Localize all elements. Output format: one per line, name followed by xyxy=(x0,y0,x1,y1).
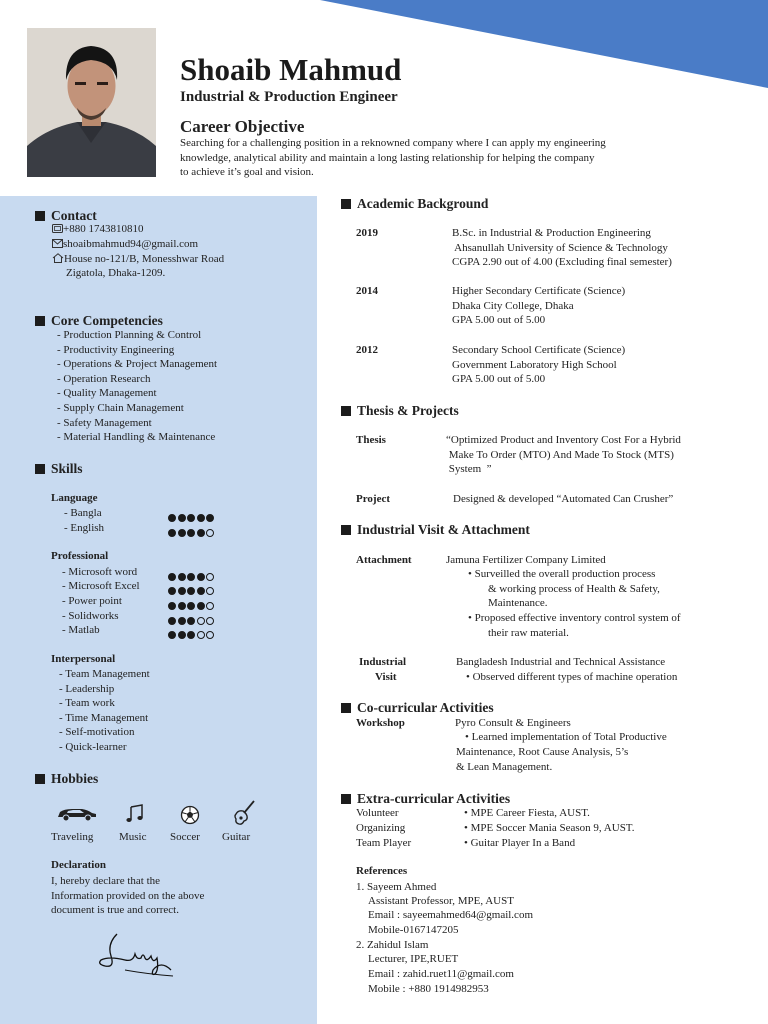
industrial-visit-heading xyxy=(341,522,530,538)
list-item: - Material Handling & Maintenance xyxy=(57,431,216,444)
rating-dot-filled xyxy=(168,573,176,581)
list-item: - Quick-learner xyxy=(59,740,127,753)
visit-line: • Observed different types of machine operation xyxy=(466,671,678,683)
skills-heading xyxy=(35,461,83,477)
reference-name: 1. Sayeem Ahmed xyxy=(356,881,437,893)
list-item: - Safety Management xyxy=(57,416,152,429)
activity-description: • MPE Career Fiesta, AUST. xyxy=(464,807,590,819)
contact-email xyxy=(52,238,198,250)
car-icon xyxy=(56,806,98,822)
academic-line: GPA 5.00 out of 5.00 xyxy=(452,314,546,327)
hobby-label: Soccer xyxy=(170,831,200,843)
rating-dot-filled xyxy=(197,573,205,581)
skill-rating xyxy=(168,524,216,542)
rating-dot-empty xyxy=(206,529,214,537)
academic-line: Dhaka City College, Dhaka xyxy=(452,299,574,312)
declaration-line: Information provided on the above xyxy=(51,889,205,902)
section-title: Thesis & Projects xyxy=(357,403,459,418)
workshop-line: & Lean Management. xyxy=(456,761,553,773)
skill-name: - English xyxy=(64,522,105,534)
visit-line: Bangladesh Industrial and Technical Assistance xyxy=(456,656,666,668)
bullet-square xyxy=(35,464,45,474)
rating-dot-empty xyxy=(206,587,214,595)
academic-entry xyxy=(452,285,625,329)
objective-line: knowledge, analytical ability and maintain a long lasting relationship for helping the company xyxy=(180,151,595,164)
thesis-label: Thesis xyxy=(356,434,386,446)
core-competencies-list xyxy=(57,329,217,446)
skill-rating xyxy=(168,626,216,644)
rating-dot-filled xyxy=(206,514,214,522)
rating-dot-filled xyxy=(178,617,186,625)
rating-dot-filled xyxy=(168,631,176,639)
contact-address xyxy=(52,253,224,265)
rating-dot-filled xyxy=(178,573,186,581)
skill-name: - Power point xyxy=(62,595,122,607)
rating-dot-empty xyxy=(206,631,214,639)
academic-line: Ahsanullah University of Science & Technology xyxy=(452,241,668,254)
rating-dot-filled xyxy=(197,514,205,522)
core-competencies-heading xyxy=(35,313,163,329)
academic-line: Secondary School Certificate (Science) xyxy=(452,344,626,356)
cocurricular-heading xyxy=(341,700,494,716)
rating-dot-filled xyxy=(197,602,205,610)
hobbies-heading xyxy=(35,771,98,787)
contact-heading xyxy=(35,208,97,224)
section-title: Academic Background xyxy=(357,196,489,211)
academic-line: B.Sc. in Industrial & Production Engineering xyxy=(452,227,651,239)
list-item: - Operations & Project Management xyxy=(57,358,218,371)
rating-dot-filled xyxy=(168,529,176,537)
project-label: Project xyxy=(356,493,390,505)
attachment-line: Maintenance. xyxy=(488,597,548,609)
attachment-line: & working process of Health & Safety, xyxy=(488,583,660,595)
skill-name: - Matlab xyxy=(62,624,100,636)
soccer-ball-icon xyxy=(180,805,200,825)
hobby-label: Guitar xyxy=(222,831,251,843)
rating-dot-filled xyxy=(168,602,176,610)
rating-dot-filled xyxy=(178,514,186,522)
list-item: - Leadership xyxy=(59,682,115,695)
attachment-line: • Proposed effective inventory control system of xyxy=(468,612,681,624)
thesis-line: “Optimized Product and Inventory Cost For a Hybrid xyxy=(446,434,681,446)
hobby-label: Music xyxy=(119,831,147,843)
email-icon xyxy=(52,239,63,248)
hobby-label: Traveling xyxy=(51,831,94,843)
address-line: House no-121/B, Monesshwar Road xyxy=(64,253,225,265)
declaration-text xyxy=(51,875,204,919)
academic-entry xyxy=(452,344,625,388)
objective-line: Searching for a challenging position in a reknowned company where I can apply my engineering xyxy=(180,137,606,149)
thesis-line: System ” xyxy=(446,463,492,476)
rating-dot-filled xyxy=(168,587,176,595)
career-objective-text xyxy=(180,136,705,180)
bullet-square xyxy=(35,316,45,326)
list-item: - Team Management xyxy=(59,668,150,680)
list-item: - Quality Management xyxy=(57,387,157,400)
interpersonal-heading: Interpersonal xyxy=(51,653,116,665)
list-item: - Self-motivation xyxy=(59,726,135,739)
attachment-line: their raw material. xyxy=(488,627,569,639)
academic-line: Government Laboratory High School xyxy=(452,358,617,371)
rating-dot-filled xyxy=(178,529,186,537)
reference-name: 2. Zahidul Islam xyxy=(356,939,429,951)
bullet-square xyxy=(341,794,351,804)
list-item: - Time Management xyxy=(59,711,149,724)
language-heading: Language xyxy=(51,492,98,504)
attachment-line: • Surveilled the overall production process xyxy=(468,568,656,580)
phone-icon xyxy=(52,224,63,233)
section-title: Extra-curricular Activities xyxy=(357,791,511,806)
bullet-square xyxy=(35,774,45,784)
academic-line: Higher Secondary Certificate (Science) xyxy=(452,285,626,297)
academic-line: CGPA 2.90 out of 4.00 (Excluding final semester) xyxy=(452,256,672,269)
section-title: Industrial Visit & Attachment xyxy=(357,522,530,537)
candidate-title: Industrial & Production Engineer xyxy=(180,89,398,105)
activity-role: Volunteer xyxy=(356,807,399,819)
rating-dot-filled xyxy=(178,631,186,639)
list-item: - Production Planning & Control xyxy=(57,329,202,341)
rating-dot-filled xyxy=(168,514,176,522)
attachment-label: Attachment xyxy=(356,554,412,566)
bullet-square xyxy=(341,406,351,416)
address-line: Zigatola, Dhaka-1209. xyxy=(66,267,166,279)
workshop-line: • Learned implementation of Total Productive xyxy=(465,731,667,743)
academic-heading xyxy=(341,196,488,212)
rating-dot-empty xyxy=(206,573,214,581)
bullet-square xyxy=(35,211,45,221)
rating-dot-filled xyxy=(187,602,195,610)
rating-dot-empty xyxy=(197,617,205,625)
rating-dot-filled xyxy=(197,587,205,595)
declaration-line: document is true and correct. xyxy=(51,904,179,917)
rating-dot-filled xyxy=(187,617,195,625)
guitar-icon xyxy=(232,800,256,826)
signature xyxy=(95,930,177,980)
list-item: - Supply Chain Management xyxy=(57,401,184,414)
phone-number: +880 1743810810 xyxy=(63,223,144,235)
section-title: Co-curricular Activities xyxy=(357,700,494,715)
activity-role: Team Player xyxy=(356,837,412,849)
music-note-icon xyxy=(125,804,145,824)
profile-photo xyxy=(27,28,156,177)
reference-line: Assistant Professor, MPE, AUST xyxy=(368,895,514,907)
rating-dot-filled xyxy=(178,602,186,610)
declaration-heading: Declaration xyxy=(51,859,106,871)
professional-heading: Professional xyxy=(51,550,109,562)
skill-name: - Microsoft word xyxy=(62,566,138,578)
section-title: Skills xyxy=(51,461,83,476)
rating-dot-empty xyxy=(206,617,214,625)
academic-year: 2012 xyxy=(356,344,378,356)
bullet-square xyxy=(341,703,351,713)
rating-dot-empty xyxy=(197,631,205,639)
section-title: Hobbies xyxy=(51,771,99,786)
academic-year: 2014 xyxy=(356,285,378,297)
email-address: shoaibmahmud94@gmail.com xyxy=(63,238,199,250)
bullet-square xyxy=(341,199,351,209)
contact-phone xyxy=(52,223,143,235)
thesis-line: Make To Order (MTO) And Made To Stock (MTS) xyxy=(446,448,674,461)
rating-dot-filled xyxy=(187,514,195,522)
activity-role: Organizing xyxy=(356,822,406,834)
reference-phone: Mobile : +880 1914982953 xyxy=(368,983,489,995)
academic-year: 2019 xyxy=(356,227,378,239)
list-item: - Operation Research xyxy=(57,372,151,385)
workshop-line: Pyro Consult & Engineers xyxy=(455,717,571,729)
interpersonal-list xyxy=(59,668,150,756)
bullet-square xyxy=(341,525,351,535)
visit-label: Industrial xyxy=(359,656,407,668)
thesis-heading xyxy=(341,403,459,419)
rating-dot-filled xyxy=(187,529,195,537)
list-item: - Team work xyxy=(59,697,115,710)
rating-dot-filled xyxy=(178,587,186,595)
activity-description: • MPE Soccer Mania Season 9, AUST. xyxy=(464,822,635,834)
reference-line: Lecturer, IPE,RUET xyxy=(368,953,459,965)
rating-dot-empty xyxy=(206,602,214,610)
rating-dot-filled xyxy=(187,573,195,581)
workshop-label: Workshop xyxy=(356,717,405,729)
attachment-line: Jamuna Fertilizer Company Limited xyxy=(446,554,606,566)
list-item: - Productivity Engineering xyxy=(57,343,175,356)
rating-dot-filled xyxy=(168,617,176,625)
home-icon xyxy=(52,253,64,263)
rating-dot-filled xyxy=(187,631,195,639)
section-title: Core Competencies xyxy=(51,313,163,328)
skill-name: - Microsoft Excel xyxy=(62,580,140,592)
references-heading: References xyxy=(356,865,408,877)
reference-email: Email : sayeemahmed64@gmail.com xyxy=(368,909,533,921)
reference-phone: Mobile-0167147205 xyxy=(368,924,459,936)
objective-line: to achieve it’s goal and vision. xyxy=(180,166,314,179)
skill-name: - Solidworks xyxy=(62,610,119,622)
academic-line: GPA 5.00 out of 5.00 xyxy=(452,373,546,386)
thesis-title xyxy=(446,434,681,478)
visit-label: Visit xyxy=(375,671,397,683)
project-description: Designed & developed “Automated Can Crusher” xyxy=(453,493,674,505)
reference-email: Email : zahid.ruet11@gmail.com xyxy=(368,968,514,980)
career-objective-heading: Career Objective xyxy=(180,117,305,136)
declaration-line: I, hereby declare that the xyxy=(51,875,161,887)
extracurricular-heading xyxy=(341,791,510,807)
rating-dot-filled xyxy=(187,587,195,595)
skill-name: - Bangla xyxy=(64,507,102,519)
section-title: Contact xyxy=(51,208,97,223)
activity-description: • Guitar Player In a Band xyxy=(464,837,576,849)
rating-dot-filled xyxy=(197,529,205,537)
candidate-name: Shoaib Mahmud xyxy=(180,52,402,87)
workshop-line: Maintenance, Root Cause Analysis, 5’s xyxy=(456,746,629,758)
academic-entry xyxy=(452,227,672,271)
